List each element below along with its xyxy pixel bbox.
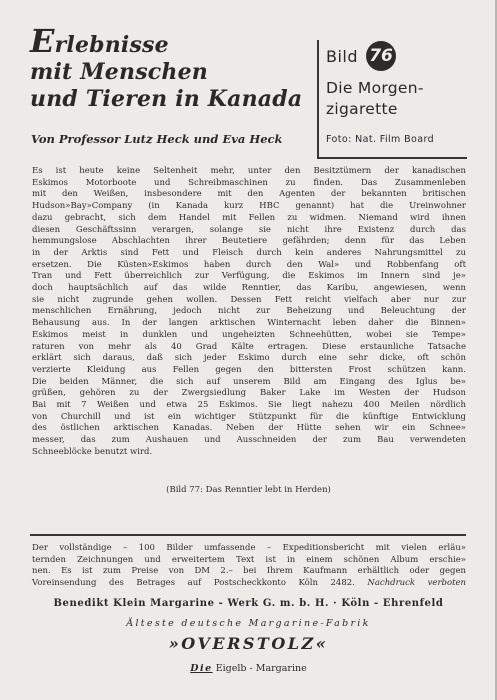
body-text-line: von Churchill und ist ein wichtiger Stützpunkt für die künftige Entwicklung xyxy=(32,411,466,422)
body-text-line: sie nicht zugrunde gehen wollen. Dessen Fett reicht vielfach aber nur zur xyxy=(32,294,466,305)
album-offer-line-3: nen. Es ist zum Preise von DM 2.– bei Ihrem Kaufmann erhältlich oder gegen xyxy=(32,566,466,577)
brand-name: »OVERSTOLZ« xyxy=(168,634,329,653)
authors: Von Professor Lutz Heck und Eva Heck xyxy=(31,132,283,146)
image-caption: (Bild 77: Das Renntier lebt in Herden) xyxy=(166,485,331,495)
body-text-line: ersetzen. Die Küsten»Eskimos haben durch den Wal» und Robbenfang oft xyxy=(32,259,466,270)
body-text-line: Die beiden Männer, die sich auf unserem Bild am Eingang des Iglus be» xyxy=(32,376,466,387)
bild-number-badge: 76 xyxy=(366,41,396,71)
body-text-line: erklärt sich daraus, daß sich jeder Eskimo durch eine sehr dicke, oft schön xyxy=(32,353,466,364)
reprint-notice: Nachdruck verboten xyxy=(367,577,466,588)
body-text xyxy=(32,166,466,459)
body-text-line: Tran und Fett überreichlich zur Verfügung, die Eskimos im Innern sind je» xyxy=(32,271,466,282)
photo-credit: Foto: Nat. Film Board xyxy=(326,134,435,145)
series-title-line-2: mit Menschen xyxy=(30,59,208,85)
body-text-line: diesen Geschäftssinn verargen, solange sie nicht ihre Existenz durch das xyxy=(32,224,466,235)
product-line xyxy=(0,663,497,674)
body-text-line: hemmungslose Abschlachten ihrer Beutetiere gefährden; denn für das Leben xyxy=(32,236,466,247)
series-title-line-1: Erlebnisse xyxy=(30,22,169,60)
card-title-line-1: Die Morgen- xyxy=(326,79,424,97)
bild-row xyxy=(326,38,476,74)
product-name: Eigelb - Margarine xyxy=(215,663,307,674)
header-horizontal-divider xyxy=(317,157,467,159)
factory-tagline: Älteste deutsche Margarine-Fabrik xyxy=(126,618,371,629)
body-text-line: des östlichen arktischen Kanadas. Neben der Hütte sehen wir ein Schnee» xyxy=(32,423,466,434)
bild-label: Bild xyxy=(326,46,359,66)
publisher: Benedikt Klein Margarine - Werk G. m. b. H. · Köln - Ehrenfeld xyxy=(53,598,444,609)
header-vertical-divider xyxy=(317,40,319,158)
body-text-line: Hudson»Bay»Company (in Kanada kurz HBC genannt) hat die Ureinwohner xyxy=(32,201,466,212)
body-text-line: messer, das zum Aushauen und Ausschneiden der zum Bau verwendeten xyxy=(32,435,466,446)
body-text-line: mit den Weißen, insbesondere mit den Agenten der bekannten britischen xyxy=(32,189,466,200)
card-title-line-2: zigarette xyxy=(326,100,398,118)
body-text-line: doch hauptsächlich auf das wilde Renntier, das Karibu, angewiesen, wenn xyxy=(32,283,466,294)
body-text-line: raturen von mehr als 40 Grad Kälte ertragen. Diese erstaunliche Tatsache xyxy=(32,341,466,352)
body-text-line: Bai mit 7 Weißen und etwa 25 Eskimos. Sie liegt nahezu 400 Meilen nördlich xyxy=(32,400,466,411)
series-title-line-3: und Tieren in Kanada xyxy=(30,86,303,112)
body-text-line: in der Arktis sind Fett und Fleisch durch kein anderes Nahrungsmittel zu xyxy=(32,247,466,258)
series-title xyxy=(30,22,320,113)
body-text-line: menschlichen Ernährung, jedoch nicht zur Beheizung und Beleuchtung der xyxy=(32,306,466,317)
body-text-line: Eskimos Motorboote und Schreibmaschinen zu finden. Das Zusammenleben xyxy=(32,177,466,188)
album-offer-line-1: Der vollständige – 100 Bilder umfassende – Expeditionsbericht mit vielen erläu» xyxy=(32,543,466,553)
album-offer-line-2: ternden Zeichnungen und erweitertem Text ist in einem schönen Album erschie» xyxy=(32,554,466,565)
body-text-line: verzierte Kleidung aus Fellen gegen den bittersten Frost schützen kann. xyxy=(32,364,466,375)
body-text-line: grüßen, gehören zu der Zwergsiedlung Baker Lake im Westen der Hudson xyxy=(32,388,466,399)
card-title xyxy=(326,78,476,120)
body-text-line: Eskimos meist in dunklen und ungeheizten Schneehütten, wobei sie Tempe» xyxy=(32,329,466,340)
album-offer-line-4: Voreinsendung des Betrages auf Postscheckkonto Köln 2482. Nachdruck verboten xyxy=(32,577,466,588)
footer-divider xyxy=(30,534,466,536)
card-header xyxy=(0,0,497,160)
body-text-line: Behausung aus. In der langen arktischen Winternacht leben daher die Binnen» xyxy=(32,318,466,329)
product-die: Die xyxy=(190,663,213,674)
album-offer xyxy=(32,543,466,589)
body-text-line: Es ist heute keine Seltenheit mehr, unter den Besitztümern der kanadischen xyxy=(32,166,466,176)
body-text-line: dazu gebracht, sich dem Handel mit Fellen zu widmen. Niemand wird ihnen xyxy=(32,212,466,223)
card-info-box xyxy=(326,38,476,145)
body-text-line: Schneeblöcke benutzt wird. xyxy=(32,446,153,457)
